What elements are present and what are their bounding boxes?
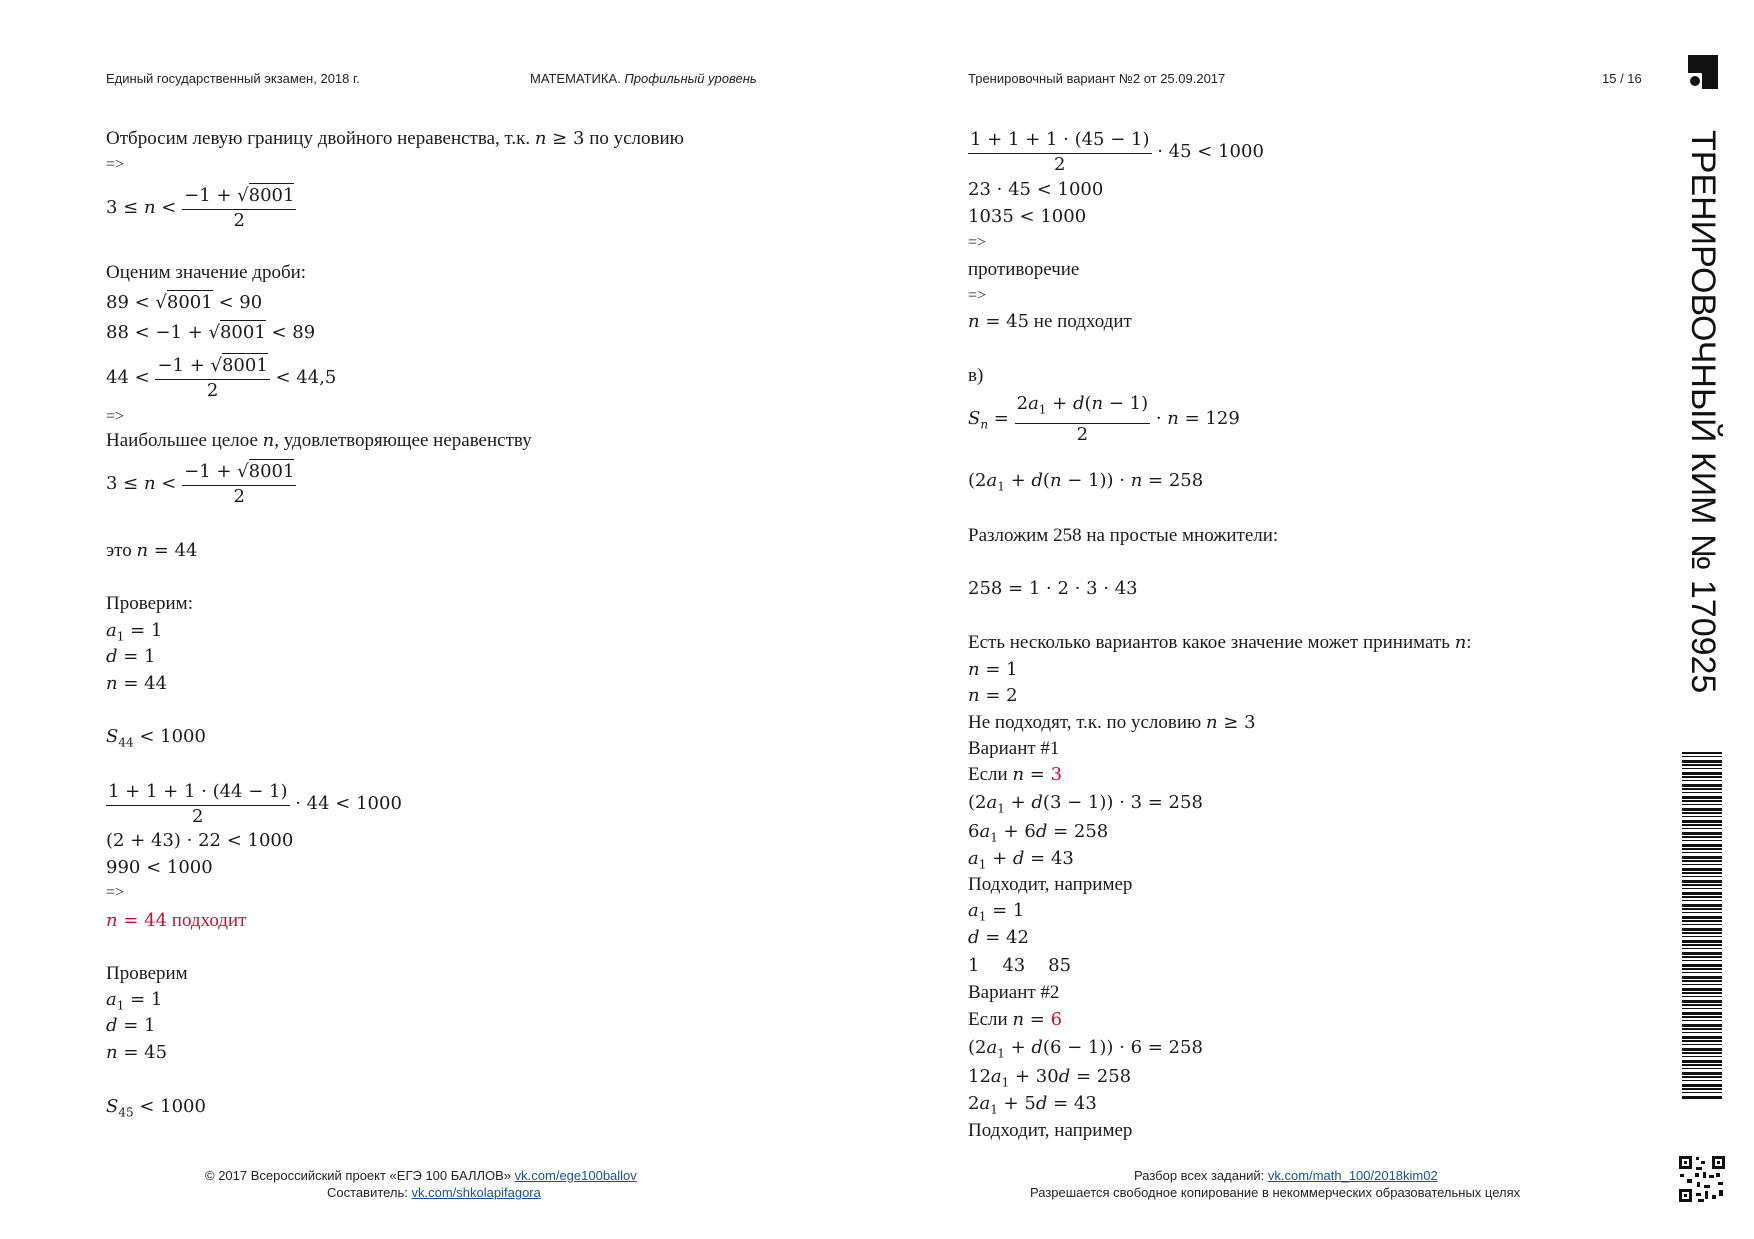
text: Разбор всех заданий: bbox=[1134, 1168, 1268, 1183]
header-subject-name: МАТЕМАТИКА. bbox=[530, 71, 621, 86]
side-title-block bbox=[1682, 130, 1722, 720]
footer-copyright bbox=[205, 1168, 637, 1183]
footer-license: Разрешается свободное копирование в некоммерческих образовательных целях bbox=[1030, 1185, 1521, 1200]
text: Наибольшее целое bbox=[106, 430, 263, 451]
sum-check-45: $\frac{1 + 1 + 1 \cdot (45 - 1)}{2}$ · 45 < 1000 bbox=[970, 129, 1264, 175]
link-ege100ballov[interactable]: vk.com/ege100ballov bbox=[514, 1168, 637, 1183]
implies-arrow: => bbox=[106, 156, 125, 173]
text: Отбросим левую границу двойного неравенства, т.к. bbox=[106, 128, 535, 149]
d-value: d = 42 bbox=[968, 927, 1029, 948]
n-option-2: n = 2 bbox=[968, 685, 1018, 706]
evaluate-label: Оценим значение дроби: bbox=[106, 262, 307, 283]
product-eq: $(2a_1 + d(n - 1)) \cdot n = 258$ bbox=[968, 470, 1204, 494]
factorization: 258 = 1 · 2 · 3 · 43 bbox=[968, 578, 1138, 599]
estimate-1: 89 < √8001 < 90 bbox=[106, 292, 263, 313]
n-value: n = 45 bbox=[106, 1042, 168, 1063]
footer-analysis bbox=[1134, 1168, 1438, 1183]
sequence: 1 43 85 bbox=[968, 955, 1072, 976]
inequality-2: 3 ≤ n < $\frac{-1 + √8001}{2}$ bbox=[106, 461, 295, 507]
header-variant: Тренировочный вариант №2 от 25.09.2017 bbox=[968, 71, 1226, 86]
left-intro: Отбросим левую границу двойного неравенства, т.к. n ≥ 3 по условию bbox=[106, 128, 684, 149]
estimate-3: 44 < $\frac{-1 + √8001}{2}$ < 44,5 bbox=[106, 355, 337, 401]
footer-author bbox=[327, 1185, 541, 1200]
a1-value: $a_1 = 1$ bbox=[106, 989, 163, 1013]
text: по условию bbox=[584, 128, 684, 149]
n44-fits: n = 44 подходит bbox=[106, 910, 247, 931]
calc-3: 23 · 45 < 1000 bbox=[968, 179, 1104, 200]
calc-2: 990 < 1000 bbox=[106, 857, 213, 878]
s45-ineq: $S_{45} < 1000$ bbox=[106, 1096, 206, 1120]
text: это bbox=[106, 540, 137, 561]
n-value: n = 44 bbox=[106, 673, 168, 694]
variant-1-label: Вариант #1 bbox=[968, 738, 1060, 759]
eq-n3: $(2a_1 + d(3 - 1)) \cdot 3 = 258$ bbox=[968, 792, 1203, 816]
qr-code-icon bbox=[1678, 1155, 1726, 1203]
text: не подходит bbox=[1033, 311, 1132, 332]
logo-icon bbox=[1688, 55, 1718, 89]
text: Если bbox=[968, 1009, 1013, 1030]
text: © 2017 Всероссийский проект «ЕГЭ 100 БАЛЛОВ» bbox=[205, 1168, 515, 1183]
side-title: ТРЕНИРОВОЧНЫЙ КИМ № 170925 bbox=[1684, 130, 1722, 694]
implies-arrow: => bbox=[106, 408, 125, 425]
eq-n3-c: $a_1 + d = 43$ bbox=[968, 848, 1074, 872]
header-exam: Единый государственный экзамен, 2018 г. bbox=[106, 71, 360, 86]
implies-arrow: => bbox=[106, 884, 125, 901]
text: Если bbox=[968, 764, 1013, 785]
text: Не подходят, т.к. по условию bbox=[968, 712, 1206, 733]
header-level: Профильный уровень bbox=[624, 71, 757, 86]
not-fit-note: Не подходят, т.к. по условию n ≥ 3 bbox=[968, 712, 1256, 733]
n-option-1: n = 1 bbox=[968, 659, 1018, 680]
text: , удовлетворяющее неравенству bbox=[274, 430, 532, 451]
largest-integer: Наибольшее целое n, удовлетворяющее неравенству bbox=[106, 430, 532, 451]
n-value-red: 6 bbox=[1050, 1009, 1063, 1030]
header-subject bbox=[530, 71, 757, 86]
inequality-1: 3 ≤ n < $\frac{-1 + √8001}{2}$ bbox=[106, 185, 295, 231]
n45-not-fit: n = 45 не подходит bbox=[968, 311, 1132, 332]
sn-formula: $S_n$ = $\frac{2a_1 + d(n - 1)}{2}$ · n = 129 bbox=[968, 393, 1240, 445]
contradiction: противоречие bbox=[968, 259, 1080, 280]
eq-n6: $(2a_1 + d(6 - 1)) \cdot 6 = 258$ bbox=[968, 1037, 1203, 1061]
variant-2-label: Вариант #2 bbox=[968, 982, 1060, 1003]
s44-ineq: $S_{44} < 1000$ bbox=[106, 726, 206, 750]
sum-check-44: $\frac{1 + 1 + 1 \cdot (44 - 1)}{2}$ · 44 < 1000 bbox=[108, 781, 402, 827]
text: подходит bbox=[171, 910, 247, 931]
estimate-2: 88 < −1 + √8001 < 89 bbox=[106, 322, 316, 343]
link-math100[interactable]: vk.com/math_100/2018kim02 bbox=[1267, 1168, 1438, 1183]
implies-arrow: => bbox=[968, 234, 987, 251]
fits-example: Подходит, например bbox=[968, 1120, 1133, 1141]
barcode-icon bbox=[1682, 752, 1722, 1100]
if-n3: Если n = 3 bbox=[968, 764, 1063, 785]
check-label-1: Проверим: bbox=[106, 593, 193, 614]
fits-example: Подходит, например bbox=[968, 874, 1133, 895]
a1-value: $a_1 = 1$ bbox=[106, 620, 163, 644]
eq-n6-c: $2a_1 + 5d = 43$ bbox=[968, 1093, 1097, 1117]
page-number: 15 / 16 bbox=[1602, 71, 1642, 86]
calc-1: (2 + 43) · 22 < 1000 bbox=[106, 830, 294, 851]
factor-label: Разложим 258 на простые множители: bbox=[968, 525, 1279, 546]
implies-arrow: => bbox=[968, 287, 987, 304]
n44-result: это n = 44 bbox=[106, 540, 198, 561]
text: Есть несколько вариантов какое значение может принимать bbox=[968, 632, 1455, 653]
a1-value: $a_1 = 1$ bbox=[968, 900, 1025, 924]
calc-4: 1035 < 1000 bbox=[968, 206, 1087, 227]
part-v: в) bbox=[968, 365, 984, 386]
text: Составитель: bbox=[327, 1185, 412, 1200]
d-value: d = 1 bbox=[106, 646, 156, 667]
if-n6: Если n = 6 bbox=[968, 1009, 1063, 1030]
link-shkolapifagora[interactable]: vk.com/shkolapifagora bbox=[411, 1185, 541, 1200]
eq-n6-b: $12a_1 + 30d = 258$ bbox=[968, 1066, 1132, 1090]
n-value-red: 3 bbox=[1050, 764, 1063, 785]
several-options: Есть несколько вариантов какое значение может принимать n: bbox=[968, 632, 1472, 653]
check-label-2: Проверим bbox=[106, 963, 188, 984]
eq-n3-b: $6a_1 + 6d = 258$ bbox=[968, 821, 1109, 845]
d-value: d = 1 bbox=[106, 1015, 156, 1036]
